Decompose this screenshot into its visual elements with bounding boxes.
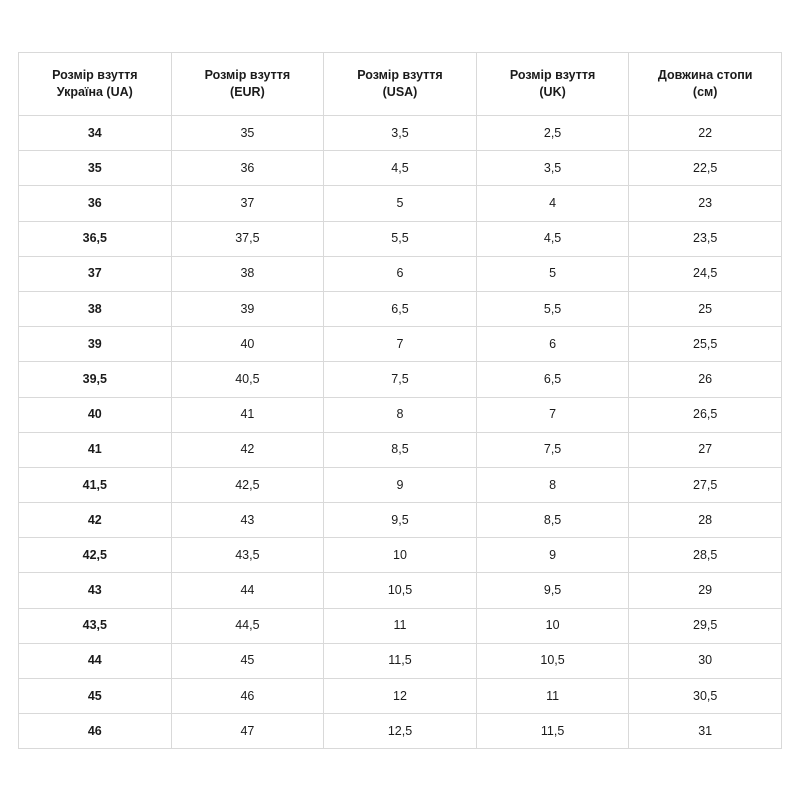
- cell-ua: 38: [19, 291, 172, 326]
- cell-eur: 45: [171, 643, 324, 678]
- cell-foot-length: 25: [629, 291, 782, 326]
- cell-usa: 9,5: [324, 503, 477, 538]
- cell-usa: 11,5: [324, 643, 477, 678]
- column-header-ua-line1: Розмір взуття: [52, 68, 138, 83]
- cell-eur: 39: [171, 291, 324, 326]
- cell-usa: 7: [324, 327, 477, 362]
- table-header: [19, 53, 782, 116]
- table-row: [19, 503, 782, 538]
- cell-ua: 41,5: [19, 467, 172, 502]
- cell-ua: 43,5: [19, 608, 172, 643]
- cell-foot-length: 30,5: [629, 679, 782, 714]
- cell-ua: 39: [19, 327, 172, 362]
- cell-usa: 10,5: [324, 573, 477, 608]
- table-row: [19, 432, 782, 467]
- cell-usa: 9: [324, 467, 477, 502]
- table-row: [19, 327, 782, 362]
- column-header-eur: [171, 53, 324, 116]
- table-row: [19, 679, 782, 714]
- column-header-eur-line1: Розмір взуття: [204, 68, 291, 83]
- cell-usa: 4,5: [324, 151, 477, 186]
- cell-uk: 5: [476, 256, 629, 291]
- cell-foot-length: 22: [629, 116, 782, 151]
- table-row: [19, 186, 782, 221]
- cell-eur: 42: [171, 432, 324, 467]
- cell-ua: 40: [19, 397, 172, 432]
- cell-eur: 37: [171, 186, 324, 221]
- cell-usa: 8: [324, 397, 477, 432]
- table-row: [19, 714, 782, 749]
- shoe-size-table: [18, 52, 782, 749]
- cell-ua: 41: [19, 432, 172, 467]
- cell-uk: 9,5: [476, 573, 629, 608]
- cell-eur: 42,5: [171, 467, 324, 502]
- column-header-uk-line2: (UK): [539, 85, 566, 99]
- cell-uk: 8,5: [476, 503, 629, 538]
- cell-uk: 9: [476, 538, 629, 573]
- cell-usa: 8,5: [324, 432, 477, 467]
- cell-usa: 5: [324, 186, 477, 221]
- cell-eur: 46: [171, 679, 324, 714]
- cell-usa: 3,5: [324, 116, 477, 151]
- table-row: [19, 573, 782, 608]
- column-header-usa: [324, 53, 477, 116]
- cell-foot-length: 28,5: [629, 538, 782, 573]
- cell-ua: 36,5: [19, 221, 172, 256]
- cell-uk: 6: [476, 327, 629, 362]
- table-row: [19, 362, 782, 397]
- table-row: [19, 538, 782, 573]
- table-row: [19, 291, 782, 326]
- cell-eur: 44: [171, 573, 324, 608]
- cell-ua: 46: [19, 714, 172, 749]
- cell-foot-length: 22,5: [629, 151, 782, 186]
- column-header-eur-line2: (EUR): [230, 85, 265, 99]
- cell-uk: 8: [476, 467, 629, 502]
- cell-uk: 10: [476, 608, 629, 643]
- column-header-usa-line2: (USA): [382, 85, 418, 99]
- cell-foot-length: 23: [629, 186, 782, 221]
- cell-ua: 42,5: [19, 538, 172, 573]
- table-row: [19, 397, 782, 432]
- cell-foot-length: 26: [629, 362, 782, 397]
- cell-eur: 36: [171, 151, 324, 186]
- table-header-row: [19, 53, 782, 116]
- cell-foot-length: 27,5: [629, 467, 782, 502]
- cell-uk: 3,5: [476, 151, 629, 186]
- cell-ua: 45: [19, 679, 172, 714]
- cell-foot-length: 23,5: [629, 221, 782, 256]
- cell-ua: 39,5: [19, 362, 172, 397]
- cell-uk: 11: [476, 679, 629, 714]
- cell-foot-length: 30: [629, 643, 782, 678]
- cell-usa: 6: [324, 256, 477, 291]
- cell-foot-length: 24,5: [629, 256, 782, 291]
- cell-eur: 44,5: [171, 608, 324, 643]
- table-row: [19, 256, 782, 291]
- cell-foot-length: 25,5: [629, 327, 782, 362]
- cell-eur: 40,5: [171, 362, 324, 397]
- cell-ua: 37: [19, 256, 172, 291]
- cell-uk: 7: [476, 397, 629, 432]
- cell-usa: 5,5: [324, 221, 477, 256]
- cell-ua: 43: [19, 573, 172, 608]
- cell-ua: 35: [19, 151, 172, 186]
- column-header-ua-line2: Україна (UA): [56, 85, 133, 99]
- cell-usa: 10: [324, 538, 477, 573]
- cell-foot-length: 29: [629, 573, 782, 608]
- column-header-foot-length-line1: Довжина стопи: [657, 68, 753, 83]
- table-row: [19, 467, 782, 502]
- cell-eur: 43,5: [171, 538, 324, 573]
- cell-uk: 11,5: [476, 714, 629, 749]
- column-header-foot-length-line2: (см): [692, 85, 718, 99]
- column-header-ua: [19, 53, 172, 116]
- cell-eur: 47: [171, 714, 324, 749]
- cell-foot-length: 28: [629, 503, 782, 538]
- cell-uk: 5,5: [476, 291, 629, 326]
- table-row: [19, 116, 782, 151]
- cell-usa: 7,5: [324, 362, 477, 397]
- cell-eur: 37,5: [171, 221, 324, 256]
- cell-ua: 36: [19, 186, 172, 221]
- cell-usa: 12,5: [324, 714, 477, 749]
- cell-uk: 4: [476, 186, 629, 221]
- table-row: [19, 608, 782, 643]
- cell-uk: 7,5: [476, 432, 629, 467]
- cell-foot-length: 31: [629, 714, 782, 749]
- cell-eur: 43: [171, 503, 324, 538]
- cell-uk: 6,5: [476, 362, 629, 397]
- cell-usa: 6,5: [324, 291, 477, 326]
- cell-uk: 4,5: [476, 221, 629, 256]
- table-row: [19, 151, 782, 186]
- cell-eur: 40: [171, 327, 324, 362]
- cell-eur: 41: [171, 397, 324, 432]
- cell-foot-length: 29,5: [629, 608, 782, 643]
- column-header-uk-line1: Розмір взуття: [509, 68, 596, 83]
- cell-uk: 2,5: [476, 116, 629, 151]
- table-body: [19, 116, 782, 749]
- cell-ua: 42: [19, 503, 172, 538]
- column-header-foot-length: [629, 53, 782, 116]
- table-row: [19, 643, 782, 678]
- cell-ua: 34: [19, 116, 172, 151]
- cell-uk: 10,5: [476, 643, 629, 678]
- cell-eur: 38: [171, 256, 324, 291]
- cell-eur: 35: [171, 116, 324, 151]
- cell-foot-length: 27: [629, 432, 782, 467]
- cell-usa: 12: [324, 679, 477, 714]
- cell-usa: 11: [324, 608, 477, 643]
- cell-foot-length: 26,5: [629, 397, 782, 432]
- table-row: [19, 221, 782, 256]
- column-header-uk: [476, 53, 629, 116]
- cell-ua: 44: [19, 643, 172, 678]
- column-header-usa-line1: Розмір взуття: [357, 68, 443, 83]
